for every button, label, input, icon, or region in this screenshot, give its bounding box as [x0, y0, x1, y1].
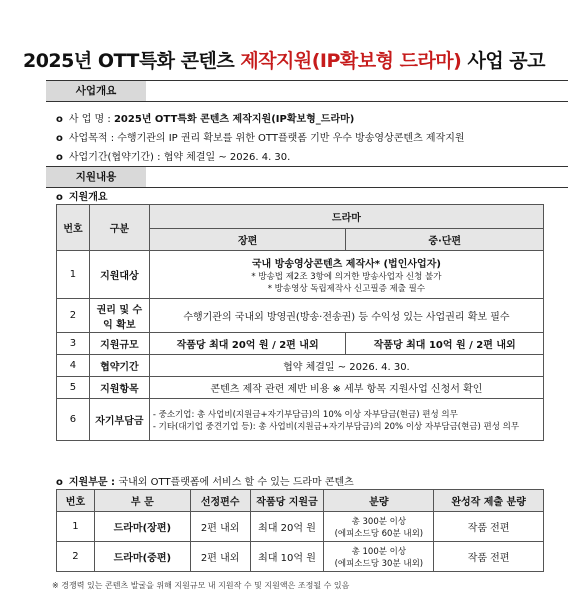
table-row: 4 협약기간 협약 체결일 ~ 2026. 4. 30.	[57, 355, 544, 377]
table-row: 1 지원대상 국내 방송영상콘텐츠 제작사* (법인사업자) * 방송법 제2조 3항에 의거한 방송사업자 신청 불가 * 방송영상 독립제작사 신고필증 제출 필수	[57, 251, 544, 299]
header-no: 번호	[57, 205, 90, 251]
bullet-icon: o	[56, 152, 63, 163]
header-volume: 분량	[324, 490, 434, 512]
support-field-table	[56, 489, 544, 572]
table-row: 2 권리 및 수익 확보 수행기관의 국내외 방영권(방송·전송권) 등 수익성 있는 사업권리 확보 필수	[57, 299, 544, 333]
overview-item-name: o 사 업 명 : 2025년 OTT특화 콘텐츠 제작지원(IP확보형_드라마)	[56, 114, 355, 125]
overview-section-label: 사업개요	[46, 81, 146, 101]
header-field: 부 문	[94, 490, 190, 512]
table-row: 1 드라마(장편) 2편 내외 최대 20억 원 총 300분 이상 (에피소드당 60분 내외) 작품 전편	[57, 512, 544, 542]
overview-item-period: o 사업기간(협약기간) : 협약 체결일 ~ 2026. 4. 30.	[56, 152, 291, 163]
overview-section-bar	[46, 80, 568, 102]
overview-item-purpose: o 사업목적 : 수행기관의 IP 권리 확보를 위한 OTT플랫폼 기반 우수 방송영상콘텐츠 제작지원	[56, 133, 465, 144]
support-section-bar	[46, 166, 568, 188]
table-row: 5 지원항목 콘텐츠 제작 관련 제반 비용 ※ 세부 항목 지원사업 신청서 확인	[57, 377, 544, 399]
header-no: 번호	[57, 490, 95, 512]
page-title: 2025년 OTT특화 콘텐츠 제작지원(IP확보형 드라마) 사업 공고	[22, 50, 546, 72]
bullet-icon: o	[56, 114, 63, 125]
support-overview-heading: o 지원개요	[56, 192, 108, 203]
header-count: 선정편수	[190, 490, 250, 512]
support-overview-table	[56, 204, 544, 441]
bullet-icon: o	[56, 192, 63, 203]
bullet-icon: o	[56, 477, 63, 488]
table-row: 6 자기부담금 - 중소기업: 총 사업비(지원금+자기부담금)의 10% 이상 자부담금(현금) 편성 의무 - 기타(대기업 중견기업 등): 총 사업비(지원금+자기부담금)의 20% 이상 자부담금(현금) 편성 의무	[57, 399, 544, 441]
header-amount: 작품당 지원금	[250, 490, 324, 512]
table-row: 2 드라마(중편) 2편 내외 최대 10억 원 총 100분 이상 (에피소드당 30분 내외) 작품 전편	[57, 542, 544, 572]
table-row: 3 지원규모 작품당 최대 20억 원 / 2편 내외 작품당 최대 10억 원 / 2편 내외	[57, 333, 544, 355]
header-category: 구분	[89, 205, 149, 251]
header-submit: 완성작 제출 분량	[434, 490, 544, 512]
support-section-label: 지원내용	[46, 167, 146, 187]
header-long: 장편	[149, 229, 346, 251]
footnote: ※ 경쟁력 있는 콘텐츠 발굴을 위해 지원규모 내 지원작 수 및 지원액은 조정될 수 있음	[52, 581, 350, 590]
header-mid: 중·단편	[346, 229, 544, 251]
bullet-icon: o	[56, 133, 63, 144]
header-drama: 드라마	[149, 205, 543, 229]
support-field-line: o 지원부문 : 국내외 OTT플랫폼에 서비스 할 수 있는 드라마 콘텐츠	[56, 477, 354, 488]
